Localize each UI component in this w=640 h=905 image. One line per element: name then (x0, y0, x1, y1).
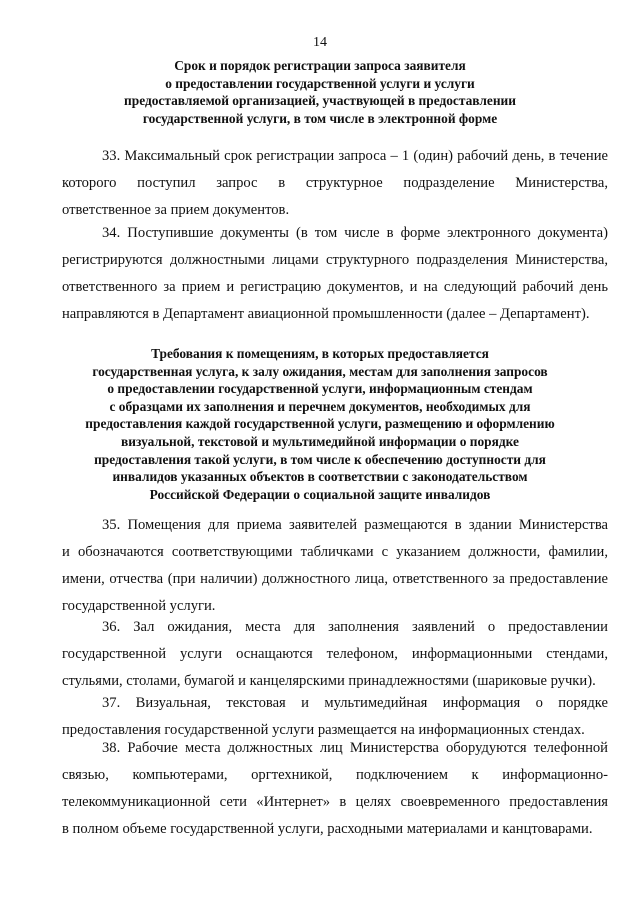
paragraph-line: 37. Визуальная, текстовая и мультимедийная информация о порядке (102, 695, 608, 711)
paragraph-33 (62, 143, 608, 224)
heading-line: Российской Федерации о социальной защите инвалидов (149, 486, 491, 502)
paragraph-line: телекоммуникационной сети «Интернет» в целях своевременного предоставления (62, 794, 608, 810)
paragraph-35 (62, 512, 608, 620)
paragraph-line: ответственное за прием документов. (62, 202, 290, 218)
heading-line: государственная услуга, к залу ожидания, местам для заполнения запросов (92, 363, 548, 379)
heading-line: с образцами их заполнения и перечнем документов, необходимых для (109, 398, 531, 414)
paragraph-line: государственной услуги оснащаются телефоном, информационными стендами, (62, 646, 608, 662)
heading-line: о предоставлении государственной услуги и услуги (165, 75, 475, 91)
paragraph-line: ответственного за прием и регистрацию документов, и на следующий рабочий день (62, 279, 608, 295)
paragraph-line: связью, компьютерами, оргтехникой, подключением к информационно- (62, 767, 608, 783)
paragraph-line: регистрируются должностными лицами структурного подразделения Министерства, (62, 252, 608, 268)
paragraph-38 (62, 735, 608, 843)
paragraph-line: 34. Поступившие документы (в том числе в форме электронного документа) (102, 225, 608, 241)
paragraph-36 (62, 614, 608, 695)
paragraph-line: 36. Зал ожидания, места для заполнения заявлений о предоставлении (102, 619, 608, 635)
paragraph-line: которого поступил запрос в структурное подразделение Министерства, (62, 175, 608, 191)
heading-line: Требования к помещениям, в которых предоставляется (151, 346, 489, 361)
section-heading-registration (0, 57, 640, 127)
paragraph-line: и обозначаются соответствующими табличками с указанием должности, фамилии, (62, 544, 608, 560)
heading-line: Срок и порядок регистрации запроса заявителя (174, 58, 466, 73)
heading-line: предоставления каждой государственной услуги, размещению и оформлению (85, 416, 555, 432)
section-heading-premises-requirements (0, 345, 640, 503)
paragraph-line: в полном объеме государственной услуги, расходными материалами и канцтоварами. (62, 821, 593, 837)
paragraph-line: стульями, столами, бумагой и канцелярскими принадлежностями (шариковые ручки). (62, 673, 596, 689)
paragraph-line: имени, отчества (при наличии) должностного лица, ответственного за предоставление (62, 571, 608, 587)
page-number: 14 (313, 35, 327, 50)
paragraph-line: государственной услуги. (62, 598, 216, 614)
heading-line: государственной услуги, в том числе в электронной форме (142, 110, 498, 126)
paragraph-line: 35. Помещения для приема заявителей размещаются в здании Министерства (102, 517, 608, 533)
heading-line: предоставления такой услуги, в том числе к обеспечению доступности для (94, 451, 546, 467)
paragraph-line: 38. Рабочие места должностных лиц Министерства оборудуются телефонной (102, 740, 608, 756)
heading-line: предоставляемой организацией, участвующей в предоставлении (124, 93, 516, 109)
paragraph-line: предоставления государственной услуги размещается на информационных стендах. (62, 722, 585, 738)
heading-line: визуальной, текстовой и мультимедийной информации о порядке (121, 433, 519, 449)
paragraph-line: 33. Максимальный срок регистрации запроса – 1 (один) рабочий день, в течение (102, 148, 608, 164)
heading-line: о предоставлении государственной услуги, информационным стендам (107, 381, 533, 397)
paragraph-34 (62, 220, 608, 328)
heading-line: инвалидов указанных объектов в соответствии с законодательством (112, 469, 528, 485)
paragraph-line: направляются в Департамент авиационной промышленности (далее – Департамент). (62, 306, 590, 322)
